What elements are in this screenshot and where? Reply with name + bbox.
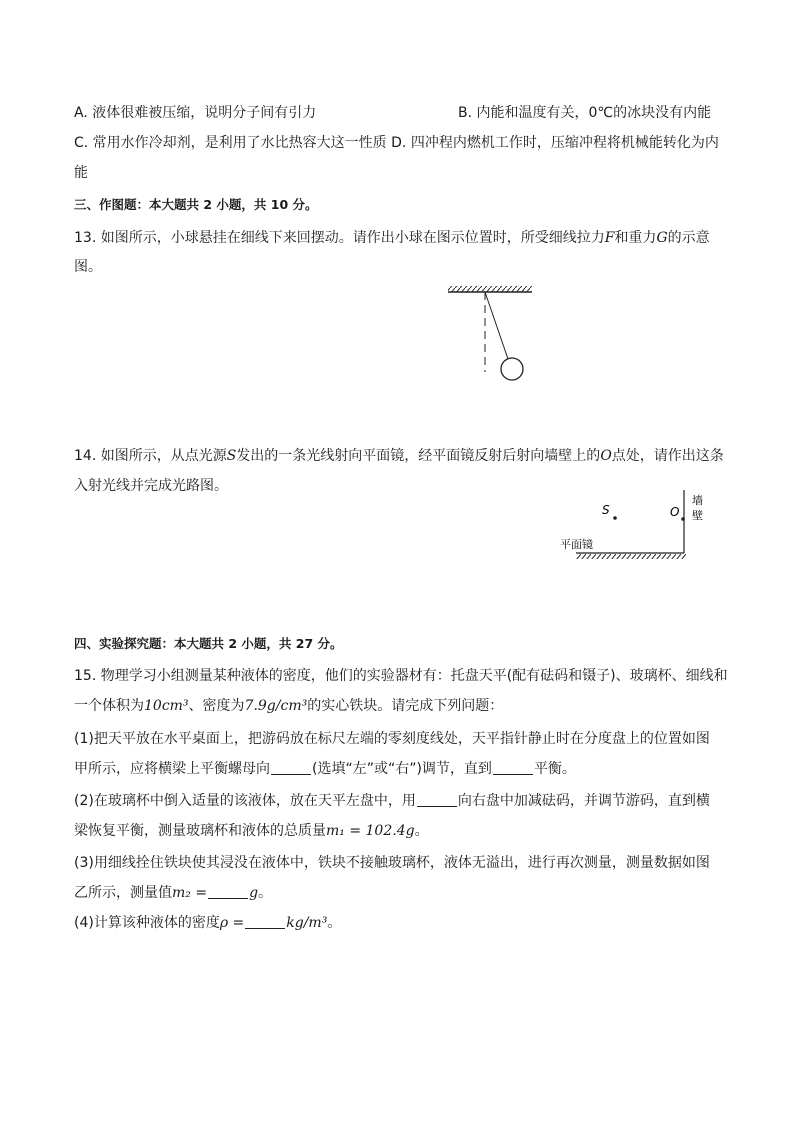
fig-label-wall-1: 墙 [692,494,703,507]
q15-part-4: (4)计算该种液体的密度ρ = kg/m³。 [74,915,342,931]
q15-part-1-line-2: 甲所示，应将横梁上平衡螺母向 (选填“左”或“右”)调节，直到 平衡。 [74,761,576,777]
pendulum-figure [440,282,540,386]
mirror-hatch [576,554,686,559]
q14-symbol-o: O [600,448,612,464]
pendulum-ball [501,358,523,380]
answer-blank-tool[interactable] [417,793,457,807]
q15-part-3-line-1: (3)用细线拴住铁块使其浸没在液体中，铁块不接触玻璃杯，液体无溢出，进行再次测量，测量数据如图 [74,855,710,871]
ceiling-hatch [448,286,532,292]
answer-blank-m2[interactable] [208,885,248,899]
iron-volume: 10cm³ [144,698,189,714]
fig-label-wall-2: 壁 [692,509,703,522]
q15-line-1: 15. 物理学习小组测量某种液体的密度，他们的实验器材有：托盘天平(配有砝码和镊子)、玻璃杯、细线和 [74,668,728,684]
q12-options-row-2 [74,134,719,152]
answer-blank-direction[interactable] [271,761,311,775]
symbol-rho: ρ = [219,915,245,931]
q15-line-2: 一个体积为10cm³、密度为7.9g/cm³的实心铁块。请完成下列问题： [74,698,504,714]
q12-options-row-1 [74,104,712,122]
q12-option-c: C. 常用水作冷却剂，是利用了水比热容大这一性质 [74,135,387,151]
q12-option-d: D. 四冲程内燃机工作时，压缩冲程将机械能转化为内 [391,135,719,151]
q12-option-d-continued: 能 [74,165,88,181]
q12-option-b: B. 内能和温度有关，0℃的冰块没有内能 [458,105,712,121]
point-source-s [613,516,617,520]
fig-label-mirror: 平面镜 [560,538,593,551]
q12-option-a: A. 液体很难被压缩，说明分子间有引力 [74,105,317,121]
unit-gram: g [249,885,259,901]
mass-m1: m₁ = 102.4g [326,823,415,839]
q14-line-2: 入射光线并完成光路图。 [74,478,228,494]
answer-blank-balance[interactable] [493,761,533,775]
section-3-title: 三、作图题：本大题共 2 小题，共 10 分。 [74,197,318,212]
q13-line-2: 图。 [74,259,102,275]
iron-density: 7.9g/cm³ [244,698,308,714]
mirror-figure [556,488,716,566]
unit-density: kg/m³ [286,915,328,931]
q14-line-1: 14. 如图所示，从点光源S发出的一条光线射向平面镜，经平面镜反射后射向墙壁上的O点处，请作出这条 [74,448,724,464]
q13-line-1: 13. 如图所示，小球悬挂在细线下来回摆动。请作出小球在图示位置时，所受细线拉力F和重力G的示意 [74,230,710,246]
q15-part-1-line-1: (1)把天平放在水平桌面上，把游码放在标尺左端的零刻度线处，天平指针静止时在分度盘上的位置如图 [74,731,710,747]
q14-symbol-s: S [226,448,237,464]
q15-part-2-line-1: (2)在玻璃杯中倒入适量的该液体，放在天平左盘中，用 向右盘中加减砝码，并调节游码，直到横 [74,793,710,809]
mass-m2: m₂ = [172,885,208,901]
answer-blank-density[interactable] [245,915,285,929]
pendulum-string [485,292,508,359]
fig-label-s: S [602,503,610,517]
q15-part-2-line-2: 梁恢复平衡，测量玻璃杯和液体的总质量m₁ = 102.4g。 [74,823,429,839]
fig-label-o: O [670,505,680,519]
q13-symbol-g: G [656,230,668,246]
section-4-title: 四、实验探究题：本大题共 2 小题，共 27 分。 [74,636,343,651]
q15-part-3-line-2: 乙所示，测量值m₂ = g。 [74,885,273,901]
q13-symbol-f: F [604,230,615,246]
